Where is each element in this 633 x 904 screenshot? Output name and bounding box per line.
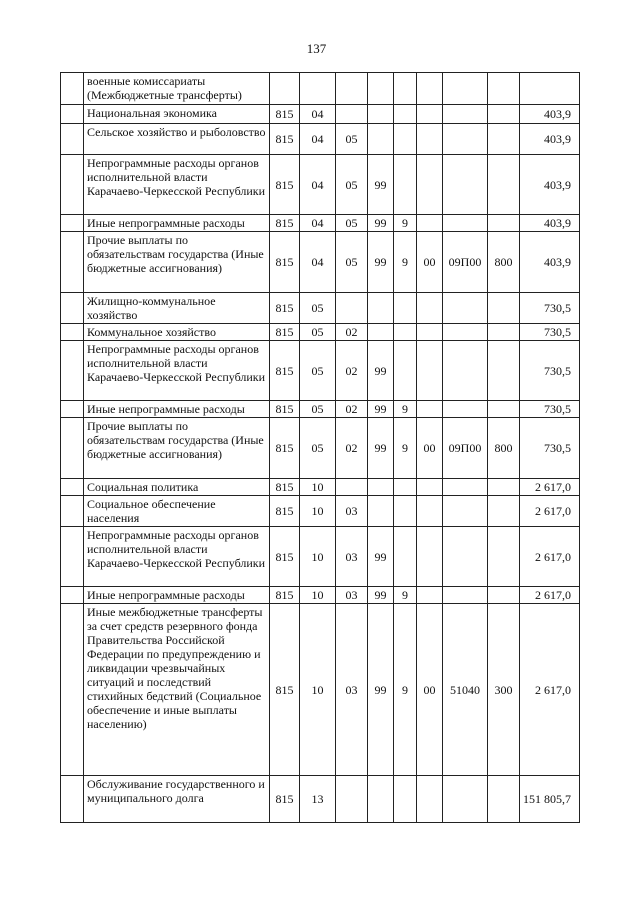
cell-amount: 730,5 [520,293,580,324]
cell-amount: 2 617,0 [520,527,580,587]
cell-code [443,341,488,401]
cell-subprogram [417,401,443,418]
cell-program: 99 [368,604,394,776]
cell-code [443,587,488,604]
cell-name: Коммунальное хозяйство [84,324,270,341]
table-row [61,527,580,587]
cell-section: 04 [300,155,336,215]
cell-admin: 815 [270,604,300,776]
cell-subprogram [417,293,443,324]
cell-blank [61,587,84,604]
cell-direction [394,293,417,324]
table-row [61,479,580,496]
cell-expense-type [488,496,520,527]
cell-section: 10 [300,479,336,496]
cell-subprogram [417,587,443,604]
cell-name: Социальное обеспечение населения [84,496,270,527]
cell-amount: 403,9 [520,155,580,215]
cell-blank [61,527,84,587]
cell-program [368,73,394,105]
cell-code [443,293,488,324]
cell-subprogram [417,73,443,105]
cell-subprogram: 00 [417,418,443,479]
cell-direction [394,124,417,155]
cell-name: Иные межбюджетные трансферты за счет средств резервного фонда Правительства Российской Федерации по предупреждению и ликвидации чрезвычайных ситуаций и последствий стихийных бедствий (Социальное обеспечение и иные выплаты населению) [84,604,270,776]
cell-blank [61,155,84,215]
table-row [61,587,580,604]
cell-code [443,105,488,124]
cell-code [443,776,488,823]
table-row [61,124,580,155]
cell-subsection: 05 [336,215,368,232]
cell-subsection: 05 [336,124,368,155]
cell-subprogram [417,324,443,341]
cell-blank [61,604,84,776]
table-row [61,293,580,324]
cell-subsection: 03 [336,527,368,587]
cell-subprogram [417,215,443,232]
cell-amount: 730,5 [520,401,580,418]
cell-expense-type: 800 [488,418,520,479]
cell-blank [61,418,84,479]
cell-name: Иные непрограммные расходы [84,215,270,232]
cell-admin: 815 [270,418,300,479]
cell-section: 05 [300,418,336,479]
cell-direction: 9 [394,401,417,418]
table-row [61,215,580,232]
cell-expense-type [488,776,520,823]
cell-expense-type [488,341,520,401]
cell-admin: 815 [270,587,300,604]
cell-blank [61,479,84,496]
cell-subprogram: 00 [417,232,443,293]
cell-name: Иные непрограммные расходы [84,587,270,604]
cell-amount: 403,9 [520,232,580,293]
cell-code: 09П00 [443,418,488,479]
cell-section [300,73,336,105]
cell-program: 99 [368,232,394,293]
cell-subsection [336,776,368,823]
cell-admin: 815 [270,496,300,527]
cell-program [368,496,394,527]
cell-expense-type [488,401,520,418]
cell-direction [394,776,417,823]
cell-program [368,479,394,496]
cell-program [368,105,394,124]
cell-direction: 9 [394,604,417,776]
cell-section: 05 [300,401,336,418]
cell-amount: 2 617,0 [520,479,580,496]
cell-subsection [336,73,368,105]
cell-amount: 730,5 [520,324,580,341]
table-row [61,496,580,527]
cell-name: Непрограммные расходы органов исполнительной власти Карачаево-Черкесской Республики [84,155,270,215]
cell-blank [61,105,84,124]
cell-code [443,324,488,341]
cell-amount: 151 805,7 [520,776,580,823]
cell-amount: 730,5 [520,341,580,401]
cell-admin: 815 [270,232,300,293]
cell-name: Социальная политика [84,479,270,496]
cell-amount: 730,5 [520,418,580,479]
cell-amount: 403,9 [520,215,580,232]
cell-program [368,124,394,155]
cell-section: 10 [300,587,336,604]
cell-admin [270,73,300,105]
cell-amount: 2 617,0 [520,496,580,527]
table-row [61,776,580,823]
cell-blank [61,124,84,155]
cell-program: 99 [368,401,394,418]
cell-amount: 2 617,0 [520,604,580,776]
cell-program [368,776,394,823]
cell-direction: 9 [394,587,417,604]
cell-section: 04 [300,232,336,293]
table-row [61,341,580,401]
cell-expense-type: 300 [488,604,520,776]
cell-expense-type [488,527,520,587]
cell-expense-type [488,587,520,604]
cell-subsection [336,479,368,496]
table-row [61,155,580,215]
table-row [61,604,580,776]
cell-code [443,479,488,496]
cell-code [443,73,488,105]
cell-code [443,496,488,527]
cell-direction [394,479,417,496]
cell-program: 99 [368,341,394,401]
cell-subprogram [417,479,443,496]
cell-section: 04 [300,124,336,155]
cell-blank [61,215,84,232]
cell-name: Прочие выплаты по обязательствам государства (Иные бюджетные ассигнования) [84,418,270,479]
budget-table [60,72,580,823]
cell-expense-type [488,155,520,215]
cell-direction [394,105,417,124]
table-row [61,232,580,293]
cell-blank [61,232,84,293]
page-number: 137 [306,41,327,56]
cell-subsection [336,105,368,124]
cell-blank [61,776,84,823]
cell-subprogram [417,527,443,587]
cell-admin: 815 [270,479,300,496]
cell-program [368,293,394,324]
cell-admin: 815 [270,105,300,124]
cell-admin: 815 [270,124,300,155]
cell-subprogram [417,496,443,527]
cell-direction [394,155,417,215]
cell-code [443,155,488,215]
cell-amount: 2 617,0 [520,587,580,604]
cell-expense-type [488,105,520,124]
cell-direction [394,324,417,341]
cell-subsection: 02 [336,341,368,401]
cell-program: 99 [368,155,394,215]
cell-expense-type [488,293,520,324]
cell-subsection: 02 [336,324,368,341]
cell-section: 05 [300,293,336,324]
cell-direction [394,341,417,401]
cell-expense-type [488,124,520,155]
cell-amount [520,73,580,105]
cell-subprogram [417,124,443,155]
cell-program: 99 [368,215,394,232]
cell-section: 05 [300,324,336,341]
cell-subprogram: 00 [417,604,443,776]
cell-admin: 815 [270,776,300,823]
cell-admin: 815 [270,401,300,418]
table-row [61,73,580,105]
cell-blank [61,324,84,341]
cell-expense-type [488,324,520,341]
cell-amount: 403,9 [520,124,580,155]
cell-subprogram [417,155,443,215]
cell-section: 13 [300,776,336,823]
cell-subsection: 03 [336,587,368,604]
cell-direction: 9 [394,232,417,293]
cell-subsection: 02 [336,401,368,418]
cell-program: 99 [368,418,394,479]
cell-direction: 9 [394,215,417,232]
cell-subsection [336,293,368,324]
cell-amount: 403,9 [520,105,580,124]
cell-admin: 815 [270,215,300,232]
cell-subprogram [417,341,443,401]
cell-name: Прочие выплаты по обязательствам государства (Иные бюджетные ассигнования) [84,232,270,293]
cell-code [443,124,488,155]
cell-code: 51040 [443,604,488,776]
cell-section: 10 [300,527,336,587]
cell-expense-type [488,73,520,105]
cell-name: военные комиссариаты (Межбюджетные трансферты) [84,73,270,105]
cell-name: Национальная экономика [84,105,270,124]
cell-name: Иные непрограммные расходы [84,401,270,418]
cell-direction [394,73,417,105]
cell-subsection: 05 [336,155,368,215]
cell-blank [61,293,84,324]
cell-admin: 815 [270,341,300,401]
cell-subprogram [417,776,443,823]
cell-section: 05 [300,341,336,401]
table-row [61,418,580,479]
cell-code: 09П00 [443,232,488,293]
cell-expense-type [488,479,520,496]
cell-admin: 815 [270,293,300,324]
cell-expense-type: 800 [488,232,520,293]
cell-code [443,215,488,232]
cell-section: 10 [300,496,336,527]
cell-code [443,401,488,418]
table-row [61,324,580,341]
cell-subprogram [417,105,443,124]
cell-admin: 815 [270,527,300,587]
cell-program [368,324,394,341]
cell-name: Обслуживание государственного и муниципального долга [84,776,270,823]
cell-program: 99 [368,527,394,587]
cell-subsection: 03 [336,496,368,527]
cell-name: Непрограммные расходы органов исполнительной власти Карачаево-Черкесской Республики [84,341,270,401]
cell-direction: 9 [394,418,417,479]
cell-subsection: 03 [336,604,368,776]
table-row [61,105,580,124]
cell-program: 99 [368,587,394,604]
table-row [61,401,580,418]
cell-blank [61,496,84,527]
cell-subsection: 02 [336,418,368,479]
cell-admin: 815 [270,155,300,215]
cell-subsection: 05 [336,232,368,293]
cell-direction [394,527,417,587]
cell-name: Жилищно-коммунальное хозяйство [84,293,270,324]
cell-blank [61,73,84,105]
table-body [61,73,580,823]
cell-admin: 815 [270,324,300,341]
cell-section: 04 [300,215,336,232]
cell-section: 04 [300,105,336,124]
cell-expense-type [488,215,520,232]
cell-section: 10 [300,604,336,776]
cell-name: Сельское хозяйство и рыболовство [84,124,270,155]
cell-direction [394,496,417,527]
cell-name: Непрограммные расходы органов исполнительной власти Карачаево-Черкесской Республики [84,527,270,587]
cell-blank [61,401,84,418]
cell-code [443,527,488,587]
cell-blank [61,341,84,401]
